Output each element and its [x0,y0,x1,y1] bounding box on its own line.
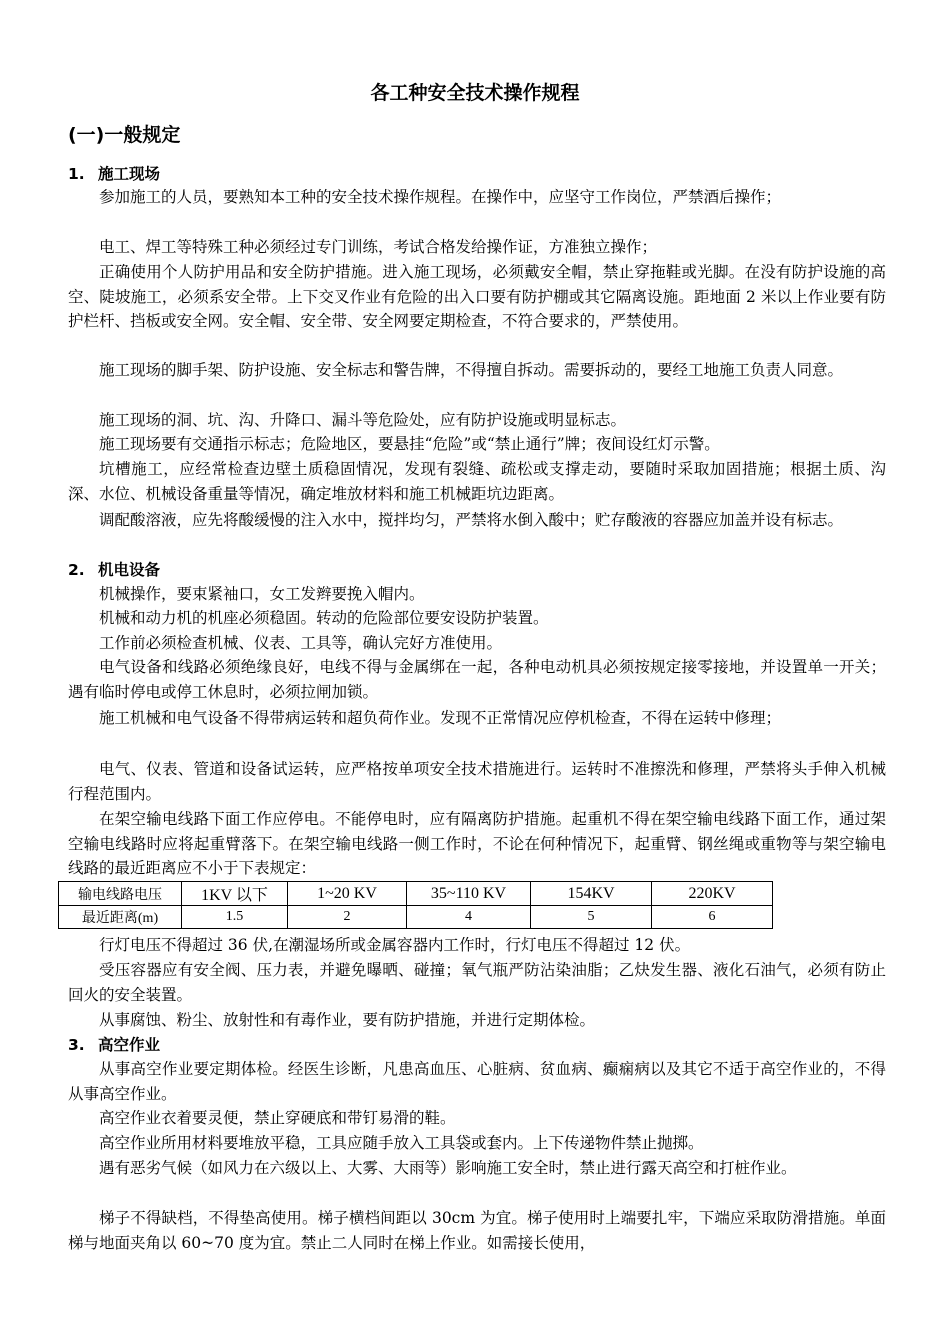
paragraph: 电工、焊工等特殊工种必须经过专门训练，考试合格发给操作证，方准独立操作； [99,238,658,256]
subsection-title: 施工现场 [98,165,161,183]
paragraph: 梯子不得缺档，不得垫高使用。梯子横档间距以 30cm 为宜。梯子使用时上端要扎牢，下端应采取防滑措施。单面梯与地面夹角以 60~70 度为宜。禁止二人同时在梯上作业。如需接长使用， [68,1209,886,1252]
paragraph: 施工现场的脚手架、防护设施、安全标志和警告牌，不得擅自拆动。需要拆动的，要经工地施工负责人同意。 [99,361,844,379]
subsection-number: 2. [68,561,85,579]
table-row [59,906,773,929]
table-cell: 1~20 KV [288,882,407,906]
paragraph: 施工机械和电气设备不得带病运转和超负荷作业。发现不正常情况应停机检查，不得在运转中修理； [99,709,782,727]
paragraph: 参加施工的人员，要熟知本工种的安全技术操作规程。在操作中，应坚守工作岗位，严禁酒后操作； [99,188,782,206]
subsection-title: 机电设备 [98,561,161,579]
subsection-heading-3 [68,1033,160,1057]
table-cell: 4 [407,906,531,929]
paragraph: 从事腐蚀、粉尘、放射性和有毒作业，要有防护措施，并进行定期体检。 [99,1011,596,1029]
paragraph: 高空作业衣着要灵便，禁止穿硬底和带钉易滑的鞋。 [99,1109,456,1127]
paragraph: 坑槽施工，应经常检查边壁土质稳固情况，发现有裂缝、疏松或支撑走动，要随时采取加固措施；根据土质、沟深、水位、机械设备重量等情况，确定堆放材料和施工机械距坑边距离。 [68,460,886,503]
table-row-header: 输电线路电压 [59,882,182,906]
paragraph: 在架空输电线路下面工作应停电。不能停电时，应有隔离防护措施。起重机不得在架空输电线路下面工作，通过架空输电线路时应将起重臂落下。在架空输电线路一侧工作时，不论在何种情况下，起重臂、钢丝绳或重物等与架空输电线路的最近距离应不小于下表规定： [68,810,886,878]
table-cell: 5 [531,906,652,929]
table-cell: 6 [652,906,773,929]
paragraph: 行灯电压不得超过 36 伏,在潮湿场所或金属容器内工作时，行灯电压不得超过 12 伏。 [99,936,691,954]
paragraph: 电气设备和线路必须绝缘良好，电线不得与金属绑在一起，各种电动机具必须按规定接零接地，并设置单一开关；遇有临时停电或停工休息时，必须拉闸加锁。 [68,658,886,701]
paragraph: 调配酸溶液，应先将酸缓慢的注入水中，搅拌均匀，严禁将水倒入酸中；贮存酸液的容器应加盖并设有标志。 [99,511,844,529]
subsection-heading-1 [68,162,160,186]
document-title: 各工种安全技术操作规程 [370,82,580,104]
table-cell: 1KV 以下 [182,882,288,906]
paragraph: 正确使用个人防护用品和安全防护措施。进入施工现场，必须戴安全帽，禁止穿拖鞋或光脚。在没有防护设施的高空、陡坡施工，必须系安全带。上下交叉作业有危险的出入口要有防护棚或其它隔离设施。距地面 2 米以上作业要有防护栏杆、挡板或安全网。安全帽、安全带、安全网要定期检查，不符合要求的，严禁使用。 [68,263,886,331]
paragraph: 高空作业所用材料要堆放平稳，工具应随手放入工具袋或套内。上下传递物件禁止抛掷。 [99,1134,704,1152]
paragraph: 受压容器应有安全阀、压力表，并避免曝晒、碰撞；氧气瓶严防沾染油脂；乙炔发生器、液化石油气，必须有防止回火的安全装置。 [68,961,886,1004]
table-row [59,882,773,906]
subsection-title: 高空作业 [98,1036,161,1054]
table-cell: 220KV [652,882,773,906]
paragraph: 机械操作，要束紧袖口，女工发辫要挽入帽内。 [99,585,425,603]
subsection-number: 1. [68,165,85,183]
paragraph: 机械和动力机的机座必须稳固。转动的危险部位要安设防护装置。 [99,609,549,627]
paragraph: 工作前必须检查机械、仪表、工具等，确认完好方准使用。 [99,634,503,652]
table-cell: 154KV [531,882,652,906]
subsection-number: 3. [68,1036,85,1054]
table-cell: 35~110 KV [407,882,531,906]
paragraph: 施工现场要有交通指示标志；危险地区，要悬挂“危险”或“禁止通行”牌；夜间设红灯示警。 [99,435,720,453]
paragraph: 从事高空作业要定期体检。经医生诊断，凡患高血压、心脏病、贫血病、癫痫病以及其它不适于高空作业的，不得从事高空作业。 [68,1060,886,1103]
table-cell: 2 [288,906,407,929]
table-row-header: 最近距离(m) [59,906,182,929]
paragraph: 电气、仪表、管道和设备试运转，应严格按单项安全技术措施进行。运转时不准擦洗和修理，严禁将头手伸入机械行程范围内。 [68,760,886,803]
distance-table [58,881,773,929]
paragraph: 遇有恶劣气候（如风力在六级以上、大雾、大雨等）影响施工安全时，禁止进行露天高空和打桩作业。 [99,1159,797,1177]
paragraph: 施工现场的洞、坑、沟、升降口、漏斗等危险处，应有防护设施或明显标志。 [99,411,627,429]
subsection-heading-2 [68,558,160,582]
table-cell: 1.5 [182,906,288,929]
section-heading: (一)一般规定 [68,124,181,146]
